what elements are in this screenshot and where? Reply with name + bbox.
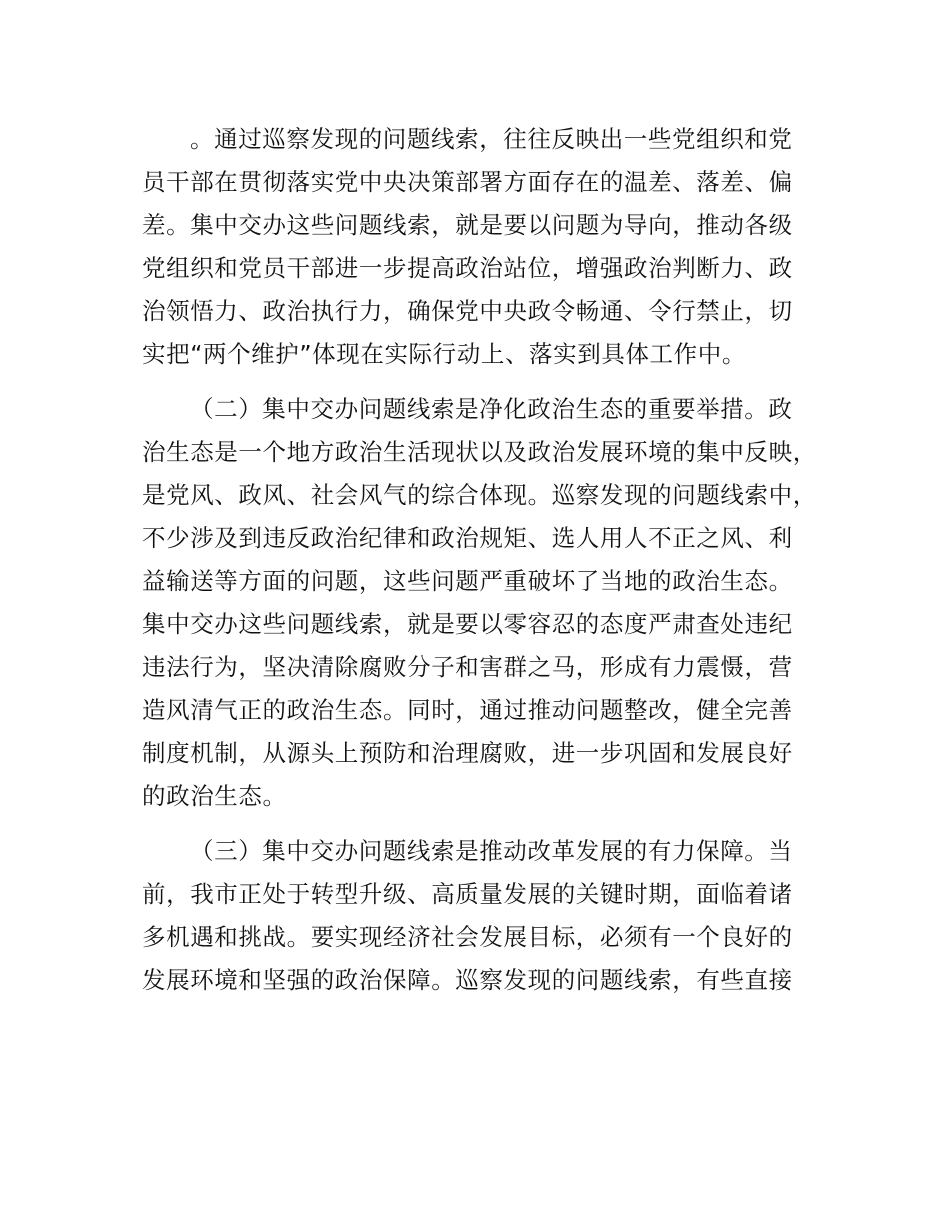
paragraph-1 <box>142 118 842 376</box>
text-line: 。通过巡察发现的问题线索，往往反映出一些党组织和党 <box>190 125 793 153</box>
text-line: 不少涉及到违反政治纪律和政治规矩、选人用人不正之风、利 <box>142 524 793 552</box>
text-line: 前，我市正处于转型升级、高质量发展的关键时期，面临着诸 <box>142 880 793 908</box>
text-line: 员干部在贯彻落实党中央决策部署方面存在的温差、落差、偏 <box>142 168 793 196</box>
document-body <box>142 118 842 1002</box>
text-line: 益输送等方面的问题，这些问题严重破坏了当地的政治生态。 <box>142 567 793 595</box>
text-line: 发展环境和坚强的政治保障。巡察发现的问题线索，有些直接 <box>142 966 793 994</box>
paragraph-2 <box>142 388 842 818</box>
text-line: 治生态是一个地方政治生活现状以及政治发展环境的集中反映， <box>142 438 817 466</box>
text-line: 的政治生态。 <box>142 782 287 810</box>
paragraph-gap <box>142 376 842 388</box>
text-line: 治领悟力、政治执行力，确保党中央政令畅通、令行禁止，切 <box>142 297 793 325</box>
text-line: （三）集中交办问题线索是推动改革发展的有力保障。当 <box>190 837 793 865</box>
text-line: 多机遇和挑战。要实现经济社会发展目标，必须有一个良好的 <box>142 923 793 951</box>
text-line: （二）集中交办问题线索是净化政治生态的重要举措。政 <box>190 395 793 423</box>
text-line: 集中交办这些问题线索，就是要以零容忍的态度严肃查处违纪 <box>142 610 793 638</box>
paragraph-3 <box>142 830 842 1002</box>
text-line: 差。集中交办这些问题线索，就是要以问题为导向，推动各级 <box>142 211 793 239</box>
text-line: 是党风、政风、社会风气的综合体现。巡察发现的问题线索中， <box>142 481 817 509</box>
text-line: 制度机制，从源头上预防和治理腐败，进一步巩固和发展良好 <box>142 739 793 767</box>
text-line: 违法行为，坚决清除腐败分子和害群之马，形成有力震慑，营 <box>142 653 793 681</box>
text-line: 造风清气正的政治生态。同时，通过推动问题整改，健全完善 <box>142 696 793 724</box>
paragraph-gap <box>142 818 842 830</box>
text-line: 实把“两个维护”体现在实际行动上、落实到具体工作中。 <box>142 340 746 368</box>
text-line: 党组织和党员干部进一步提高政治站位，增强政治判断力、政 <box>142 254 793 282</box>
